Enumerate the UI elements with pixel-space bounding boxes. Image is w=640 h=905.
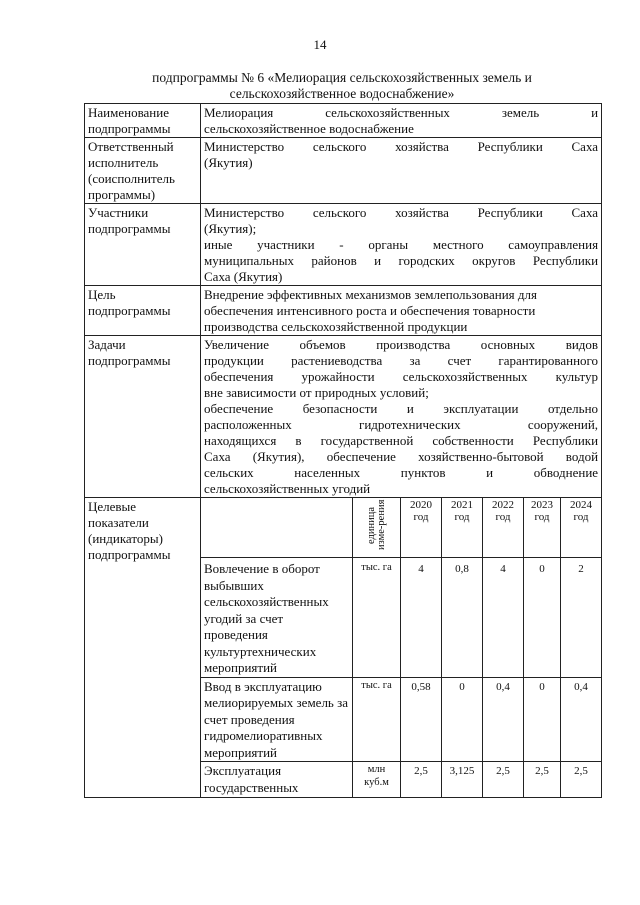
year-header-2024: 2024 год xyxy=(561,498,602,558)
indicator-1-value-2022: 4 xyxy=(483,558,524,678)
page-number: 14 xyxy=(313,37,327,52)
value-name: Мелиорация сельскохозяйственных земель и сельскохозяйственное водоснабжение xyxy=(201,104,602,138)
row-tasks xyxy=(85,336,602,498)
indicator-2-value-2022: 0,4 xyxy=(483,677,524,762)
indicator-2-value-2024: 0,4 xyxy=(561,677,602,762)
indicator-name-header xyxy=(201,498,353,558)
value-participants: Министерство сельского хозяйства Республики Саха (Якутия); иные участники - органы местного самоуправления муниципальных районов и городских округов Республики Саха (Якутия) xyxy=(201,204,602,286)
year-header-2023: 2023 год xyxy=(524,498,561,558)
indicator-3-value-2020: 2,5 xyxy=(401,762,442,798)
year-header-2020: 2020 год xyxy=(401,498,442,558)
indicator-1-value-2024: 2 xyxy=(561,558,602,678)
year-header-2022: 2022 год xyxy=(483,498,524,558)
section-heading xyxy=(84,70,600,102)
subprogram-passport-table xyxy=(84,103,602,798)
indicator-name-2: Ввод в эксплуатацию мелиорируемых земель за счет проведения гидромелиоративных мероприятий xyxy=(201,677,353,762)
indicator-unit-2: тыс. га xyxy=(353,677,401,762)
row-participants xyxy=(85,204,602,286)
indicator-2-value-2023: 0 xyxy=(524,677,561,762)
indicator-unit-3: млн куб.м xyxy=(353,762,401,798)
label-name: Наименование подпрограммы xyxy=(85,104,201,138)
indicator-3-value-2021: 3,125 xyxy=(442,762,483,798)
row-executor xyxy=(85,138,602,204)
value-goal: Внедрение эффективных механизмов землепользования для обеспечения интенсивного роста и обеспечения товарности производства сельскохозяйственной продукции xyxy=(201,286,602,336)
label-tasks: Задачи подпрограммы xyxy=(85,336,201,498)
row-name xyxy=(85,104,602,138)
label-goal: Цель подпрограммы xyxy=(85,286,201,336)
indicator-1-value-2020: 4 xyxy=(401,558,442,678)
heading-line-1: подпрограммы № 6 «Мелиорация сельскохозяйственных земель и xyxy=(152,70,532,85)
unit-header: единица изме-рения xyxy=(365,499,387,551)
heading-line-2: сельскохозяйственное водоснабжение» xyxy=(229,86,455,101)
indicator-3-value-2024: 2,5 xyxy=(561,762,602,798)
label-participants: Участники подпрограммы xyxy=(85,204,201,286)
indicator-name-3: Эксплуатация государственных xyxy=(201,762,353,798)
indicator-2-value-2021: 0 xyxy=(442,677,483,762)
indicator-3-value-2023: 2,5 xyxy=(524,762,561,798)
label-executor: Ответственный исполнитель (соисполнитель программы) xyxy=(85,138,201,204)
indicator-2-value-2020: 0,58 xyxy=(401,677,442,762)
value-executor: Министерство сельского хозяйства Республики Саха (Якутия) xyxy=(201,138,602,204)
label-indicators: Целевые показатели (индикаторы) подпрограммы xyxy=(85,498,201,798)
indicator-1-value-2023: 0 xyxy=(524,558,561,678)
year-header-2021: 2021 год xyxy=(442,498,483,558)
row-goal xyxy=(85,286,602,336)
indicator-unit-1: тыс. га xyxy=(353,558,401,678)
indicator-name-1: Вовлечение в оборот выбывших сельскохозяйственных угодий за счет проведения культуртехнических мероприятий xyxy=(201,558,353,678)
indicator-1-value-2021: 0,8 xyxy=(442,558,483,678)
value-tasks: Увеличение объемов производства основных видов продукции растениеводства за счет гарантированного обеспечения урожайности сельскохозяйственных культур вне зависимости от природных условий; обеспечение безопасности и эксплуатации отдельно расположенных гидротехнических сооружений, находящихся в государственной собственности Республики Саха (Якутия), обеспечение хозяйственно-бытовой водой сельских населенных пунктов и обводнение сельскохозяйственных угодий xyxy=(201,336,602,498)
row-indicators-header xyxy=(85,498,602,558)
indicator-3-value-2022: 2,5 xyxy=(483,762,524,798)
unit-header-cell xyxy=(353,498,401,558)
